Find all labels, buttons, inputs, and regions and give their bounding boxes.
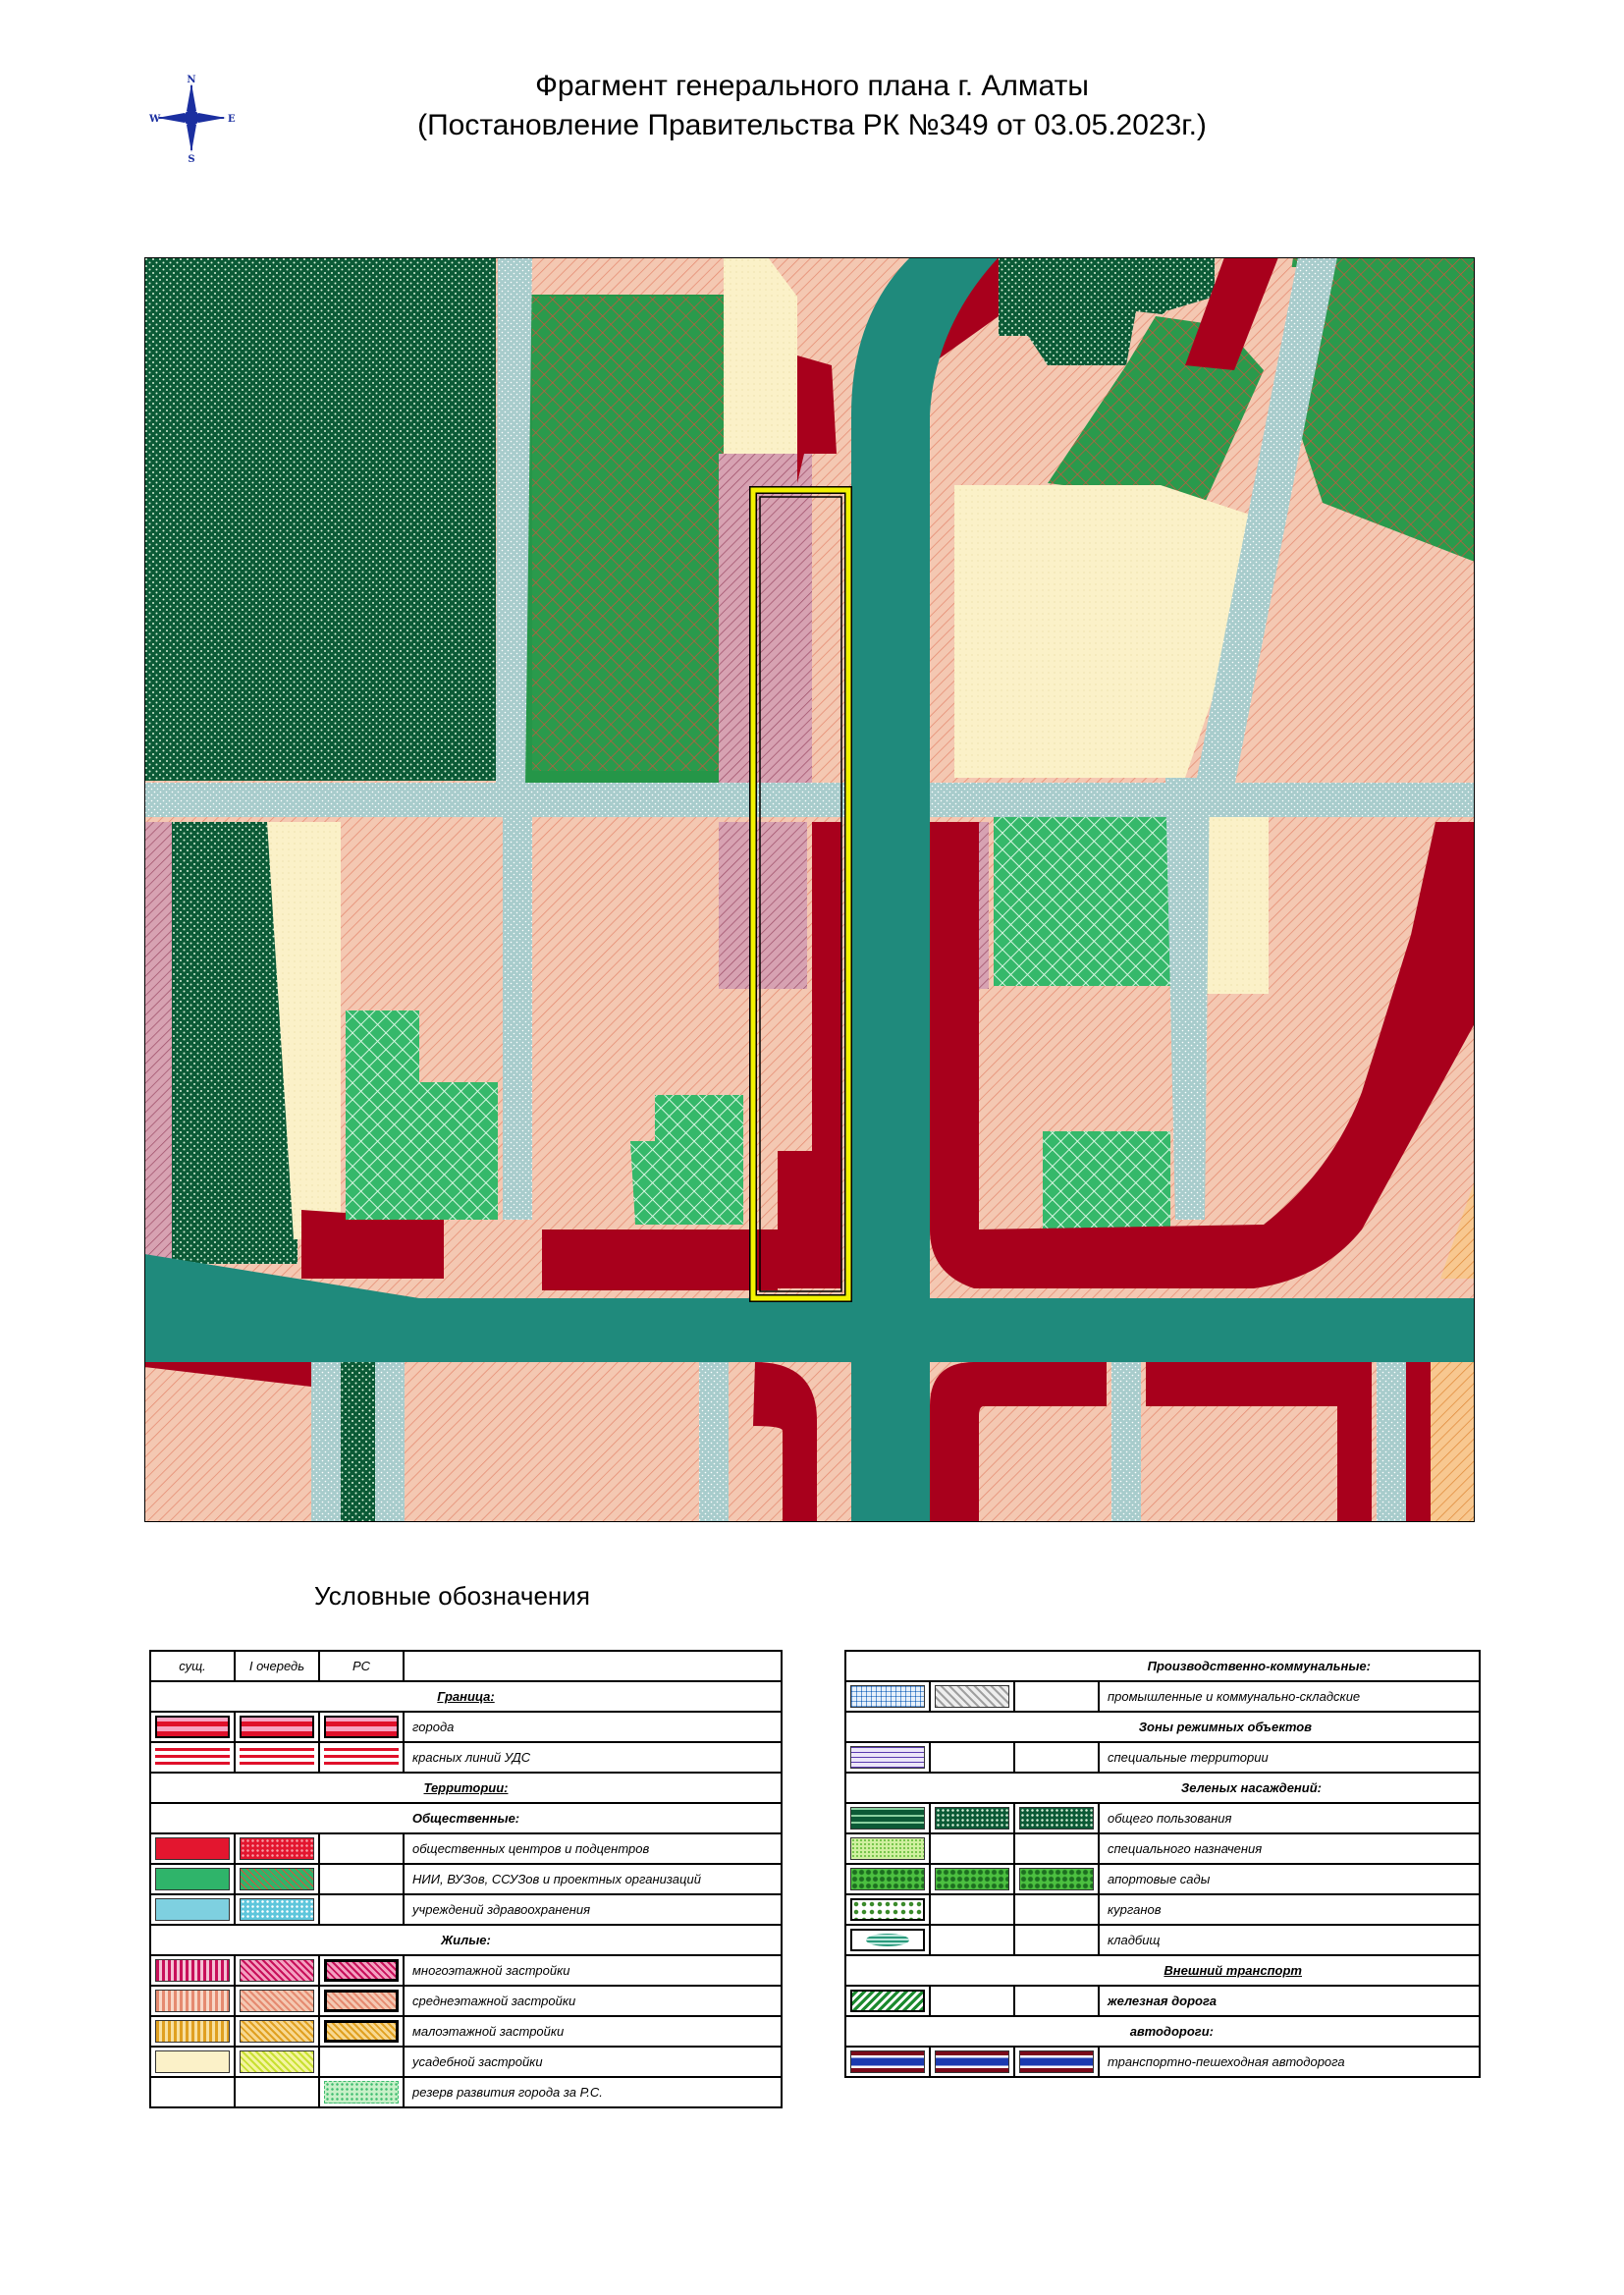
cemeteries-swatch	[850, 1929, 925, 1951]
legend-roads-header: автодороги:	[845, 2016, 1480, 2047]
green-special-zone	[994, 817, 1170, 986]
legend-research: НИИ, ВУЗов, ССУЗов и проектных организаций	[404, 1864, 782, 1894]
legend-kurgans: курганов	[1099, 1894, 1480, 1925]
legend-title: Условные обозначения	[314, 1581, 590, 1611]
map-title-line1: Фрагмент генерального плана г. Алматы	[535, 70, 1089, 102]
map-title-line2: (Постановление Правительства РК №349 от 03.05.2023г.)	[417, 109, 1207, 141]
red-lines-swatch	[240, 1746, 314, 1769]
local-road	[375, 1362, 405, 1522]
legend-city: города	[404, 1712, 782, 1742]
local-road	[144, 783, 1475, 817]
col-first-stage: I очередь	[235, 1651, 319, 1681]
railway-swatch	[850, 1990, 925, 2012]
local-road	[1111, 1362, 1141, 1522]
road-swatch	[1019, 2050, 1094, 2073]
col-rs: РС	[319, 1651, 404, 1681]
public-center-zone	[301, 1210, 444, 1279]
reserve-swatch	[324, 2081, 399, 2104]
legend-special-purpose: специального назначения	[1099, 1833, 1480, 1864]
estate-swatch	[155, 2050, 230, 2073]
legend-residential-header: Жилые:	[150, 1925, 782, 1955]
legend-red-lines: красных линий УДС	[404, 1742, 782, 1773]
compass-w: W	[149, 114, 161, 125]
green-special-swatch	[850, 1837, 925, 1860]
compass-s: S	[188, 154, 195, 162]
aport-gardens-swatch	[1019, 1868, 1094, 1890]
legend-border-header: Граница:	[150, 1681, 782, 1712]
green-public-zone	[341, 1362, 375, 1522]
legend-health: учреждений здравоохранения	[404, 1894, 782, 1925]
green-public-zone	[144, 257, 496, 781]
industrial-swatch	[850, 1685, 925, 1708]
green-special-zone	[1043, 1131, 1170, 1229]
estate-swatch	[240, 2050, 314, 2073]
mid-storey-swatch	[155, 1990, 230, 2012]
mid-storey-swatch	[324, 1990, 399, 2012]
city-border-swatch	[240, 1716, 314, 1738]
aport-gardens-swatch	[935, 1868, 1009, 1890]
legend-mid-storey: среднеэтажной застройки	[404, 1986, 782, 2016]
legend-industrial: промышленные и коммунально-складские	[1099, 1681, 1480, 1712]
legend-table-right	[844, 1650, 1481, 2078]
legend-estate: усадебной застройки	[404, 2047, 782, 2077]
road-swatch	[935, 2050, 1009, 2073]
low-storey-swatch	[324, 2020, 399, 2043]
legend-multi-storey: многоэтажной застройки	[404, 1955, 782, 1986]
legend-public-centers: общественных центров и подцентров	[404, 1833, 782, 1864]
low-storey-zone	[1431, 1362, 1475, 1522]
red-lines-swatch	[324, 1746, 399, 1769]
green-public-swatch	[850, 1807, 925, 1830]
health-swatch	[240, 1898, 314, 1921]
mid-storey-swatch	[240, 1990, 314, 2012]
legend-special-territories: специальные территории	[1099, 1742, 1480, 1773]
multi-storey-swatch	[155, 1959, 230, 1982]
multi-storey-zone	[719, 454, 812, 783]
multi-storey-swatch	[324, 1959, 399, 1982]
green-public-swatch	[935, 1807, 1009, 1830]
local-road	[1377, 1362, 1406, 1522]
compass-n: N	[187, 75, 196, 85]
local-road	[699, 1362, 729, 1522]
green-public-swatch	[1019, 1807, 1094, 1830]
multi-storey-zone	[144, 822, 172, 1274]
legend-table-left	[149, 1650, 783, 2108]
research-swatch	[155, 1868, 230, 1890]
estate-zone	[1205, 817, 1269, 994]
multi-storey-zone	[719, 822, 807, 989]
health-swatch	[155, 1898, 230, 1921]
road-swatch	[850, 2050, 925, 2073]
low-storey-swatch	[155, 2020, 230, 2043]
col-existing: сущ.	[150, 1651, 235, 1681]
multi-storey-swatch	[240, 1959, 314, 1982]
local-road	[311, 1362, 341, 1522]
special-territories-swatch	[850, 1746, 925, 1769]
legend-low-storey: малоэтажной застройки	[404, 2016, 782, 2047]
aport-gardens-swatch	[850, 1868, 925, 1890]
legend-regime-header: Зоны режимных объектов	[845, 1712, 1480, 1742]
legend-aport-gardens: апортовые сады	[1099, 1864, 1480, 1894]
research-zone	[532, 297, 724, 771]
legend-public-use: общего пользования	[1099, 1803, 1480, 1833]
estate-zone	[724, 257, 797, 454]
master-plan-map	[144, 257, 1475, 1522]
public-centers-swatch	[155, 1837, 230, 1860]
city-border-swatch	[324, 1716, 399, 1738]
legend-public-header: Общественные:	[150, 1803, 782, 1833]
public-centers-swatch	[240, 1837, 314, 1860]
city-border-swatch	[155, 1716, 230, 1738]
compass-e: E	[228, 114, 236, 125]
public-center-zone	[1406, 1362, 1431, 1522]
public-center-zone	[778, 1151, 841, 1288]
industrial-swatch	[935, 1685, 1009, 1708]
legend-railway: железная дорога	[1099, 1986, 1480, 2016]
public-center-zone	[542, 1229, 778, 1290]
low-storey-swatch	[240, 2020, 314, 2043]
legend-territories-header: Территории:	[150, 1773, 782, 1803]
legend-green-header: Зеленых насаждений:	[845, 1773, 1480, 1803]
research-swatch	[240, 1868, 314, 1890]
kurgans-swatch	[850, 1898, 925, 1921]
legend-transport-header: Внешний транспорт	[845, 1955, 1480, 1986]
local-road	[503, 817, 532, 1220]
legend-road: транспортно-пешеходная автодорога	[1099, 2047, 1480, 2077]
legend-reserve: резерв развития города за Р.С.	[404, 2077, 782, 2107]
red-lines-swatch	[155, 1746, 230, 1769]
legend-production-header: Производственно-коммунальные:	[845, 1651, 1480, 1681]
legend-cemeteries: кладбищ	[1099, 1925, 1480, 1955]
compass-rose-icon	[147, 74, 236, 162]
